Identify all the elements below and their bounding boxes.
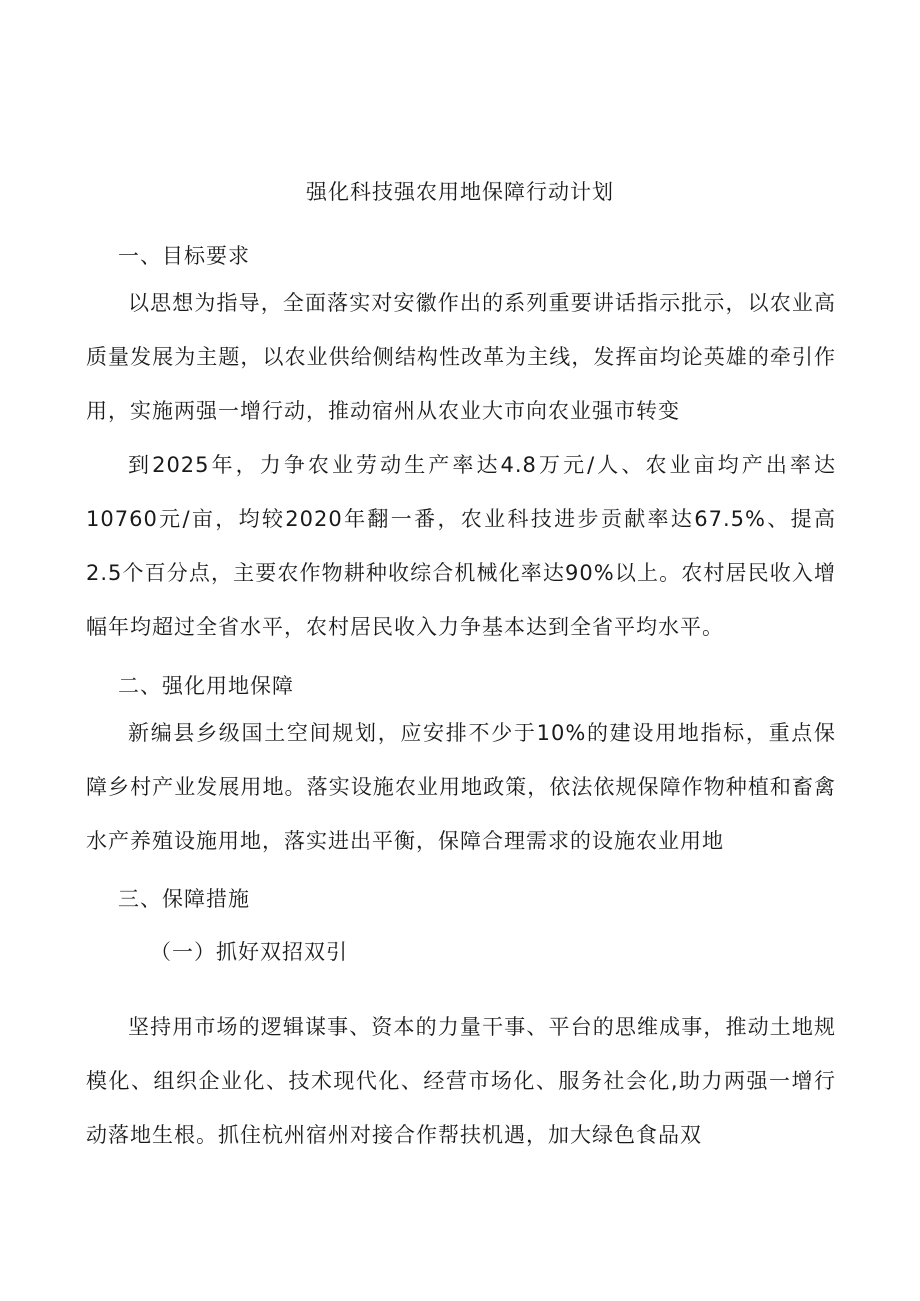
- paragraph-investment: 坚持用市场的逻辑谋事、资本的力量干事、平台的思维成事，推动土地规模化、组织企业化、技术现代化、经营市场化、服务社会化,助力两强一增行动落地生根。抓住杭州宿州对接合作帮扶机遇，加大绿色食品双: [86, 1015, 836, 1147]
- section-heading-goals: 一、目标要求: [118, 244, 250, 268]
- section-heading-measures: 三、保障措施: [118, 887, 250, 911]
- paragraph-goals-guidance: 以思想为指导，全面落实对安徽作出的系列重要讲话指示批示，以农业高质量发展为主题，以农业供给侧结构性改革为主线，发挥亩均论英雄的牵引作用，实施两强一增行动，推动宿州从农业大市向农业强市转变: [86, 291, 836, 423]
- subheading-investment: （一）抓好双招双引: [150, 940, 348, 964]
- paragraph-goals-targets: 到2025年，力争农业劳动生产率达4.8万元/人、农业亩均产出率达10760元/亩，均较2020年翻一番，农业科技进步贡献率达67.5%、提高2.5个百分点，主要农作物耕种收综合机械化率达90%以上。农村居民收入增幅年均超过全省水平，农村居民收入力争基本达到全省平均水平。: [86, 453, 836, 639]
- document-title: 强化科技强农用地保障行动计划: [306, 180, 614, 204]
- paragraph-land-use: 新编县乡级国土空间规划，应安排不少于10%的建设用地指标，重点保障乡村产业发展用地。落实设施农业用地政策，依法依规保障作物种植和畜禽水产养殖设施用地，落实进出平衡，保障合理需求的设施农业用地: [86, 721, 836, 853]
- section-heading-land-use: 二、强化用地保障: [118, 674, 294, 698]
